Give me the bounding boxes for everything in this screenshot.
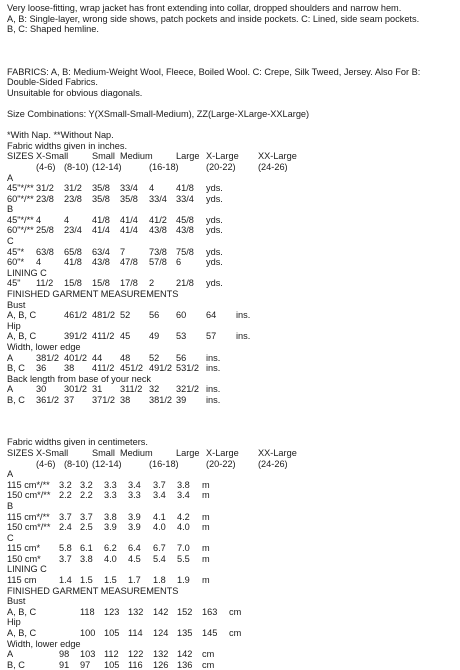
table-cell: m: [202, 553, 210, 564]
table-cell: B, C: [7, 363, 25, 374]
table-cell: 15/8: [92, 278, 110, 289]
table-cell: 56: [149, 310, 160, 321]
table-row: [7, 575, 457, 586]
table-cell: 124: [153, 628, 169, 639]
table-cell: 3.8: [104, 511, 117, 522]
table-cell: A: [7, 172, 14, 183]
table-cell: 47/8: [120, 257, 138, 268]
table-cell: 115 cm: [7, 575, 37, 586]
table-cell: 115 cm*/**: [7, 479, 50, 490]
table-cell: FINISHED GARMENT MEASUREMENTS: [7, 585, 179, 596]
table-cell: 132: [128, 606, 144, 617]
table-row: [7, 512, 457, 523]
table-cell: 60: [176, 310, 187, 321]
table-cell: 5.5: [177, 553, 190, 564]
table-row: [7, 300, 457, 311]
table-cell: m: [202, 543, 210, 554]
table-cell: 41/8: [64, 257, 82, 268]
table-cell: 11/2: [36, 278, 54, 289]
table-row: [7, 490, 457, 501]
table-cell: Bust: [7, 596, 26, 607]
table-cell: FINISHED GARMENT MEASUREMENTS: [7, 289, 179, 300]
table-cell: (24-26): [258, 458, 288, 469]
table-cell: 118: [80, 606, 95, 617]
nap-note: *With Nap. **Without Nap.: [7, 130, 114, 141]
table-row: [7, 215, 457, 226]
table-cell: 45"*/**: [7, 214, 34, 225]
table-cell: 3.2: [80, 479, 93, 490]
table-cell: 115 cm*: [7, 543, 41, 554]
table-cell: Bust: [7, 299, 26, 310]
table-cell: ins.: [206, 384, 221, 395]
table-cell: 2: [149, 278, 155, 289]
fabrics-description: [7, 67, 457, 99]
table-cell: 491/2: [149, 363, 172, 374]
table-row: [7, 331, 457, 342]
table-cell: 4.5: [128, 553, 141, 564]
table-cell: A, B, C: [7, 310, 37, 321]
table-cell: 60"*/**: [7, 225, 34, 236]
table-cell: 52: [120, 310, 131, 321]
table-cell: 311/2: [120, 384, 143, 395]
table-cell: SIZES: [7, 151, 34, 162]
table-cell: 150 cm*/**: [7, 490, 51, 501]
table-cell: 126: [153, 659, 169, 670]
table-cell: 3.9: [128, 522, 141, 533]
table-cell: yds.: [206, 257, 223, 268]
table-cell: 45"*: [7, 246, 25, 257]
table-cell: XX-Large: [258, 447, 297, 458]
table-cell: 105: [104, 659, 120, 670]
table-row: [7, 151, 457, 162]
table-cell: 23/8: [64, 193, 82, 204]
table-row: [7, 342, 457, 353]
table-cell: Large: [176, 447, 200, 458]
table-cell: 41/4: [120, 225, 138, 236]
intro-line: B, C: Shaped hemline.: [7, 24, 99, 35]
table-cell: 41/4: [120, 214, 138, 225]
table-cell: 33/4: [120, 183, 138, 194]
table-row: [7, 469, 457, 480]
table-cell: 1.8: [153, 575, 166, 586]
table-cell: ins.: [236, 331, 251, 342]
table-cell: ins.: [206, 394, 221, 405]
table-cell: Back length from base of your neck: [7, 373, 152, 384]
table-cell: 3.4: [153, 490, 166, 501]
table-cell: 43/8: [176, 225, 194, 236]
table-cell: 63/8: [36, 246, 54, 257]
table-cell: 39: [176, 394, 187, 405]
table-cell: 15/8: [64, 278, 82, 289]
table-cell: (16-18): [149, 161, 179, 172]
table-cell: 4: [64, 214, 70, 225]
table-cell: 41/4: [92, 225, 110, 236]
table-row: [7, 353, 457, 364]
table-row: [7, 448, 457, 459]
table-row: [7, 639, 457, 650]
table-row: [7, 543, 457, 554]
table-cell: 3.3: [128, 490, 141, 501]
table-cell: 451/2: [120, 363, 143, 374]
table-row: [7, 564, 457, 575]
table-cell: B, C: [7, 394, 25, 405]
table-row: [7, 554, 457, 565]
table-cell: yds.: [206, 246, 223, 257]
table-cell: 163: [202, 606, 218, 617]
table-cell: 65/8: [64, 246, 82, 257]
table-cell: 64: [206, 310, 217, 321]
table-cell: 91: [59, 659, 70, 670]
table-cell: 112: [104, 649, 119, 660]
table-cell: 122: [128, 649, 144, 660]
table-cell: 6.2: [104, 543, 117, 554]
table-row: [7, 310, 457, 321]
table-cell: Medium: [120, 151, 153, 162]
table-cell: ins.: [206, 352, 221, 363]
table-row: [7, 173, 457, 184]
table-row: [7, 162, 457, 173]
table-cell: 49: [149, 331, 160, 342]
table-cell: 4.0: [177, 522, 190, 533]
table-cell: 60"*: [7, 257, 25, 268]
table-cell: 150 cm*/**: [7, 522, 51, 533]
table-cell: (8-10): [64, 161, 89, 172]
intro-line: A, B: Single-layer, wrong side shows, patch pockets and inside pockets. C: Lined, side seam pockets.: [7, 13, 420, 24]
inches-yardage-table: [7, 151, 457, 405]
table-cell: (20-22): [206, 161, 236, 172]
table-cell: 35/8: [92, 183, 110, 194]
table-cell: 23/8: [36, 193, 54, 204]
table-cell: 461/2: [64, 310, 87, 321]
table-row: [7, 522, 457, 533]
table-cell: 100: [80, 628, 96, 639]
table-cell: 17/8: [120, 278, 138, 289]
table-row: [7, 225, 457, 236]
fabrics-line: Unsuitable for obvious diagonals.: [7, 87, 143, 98]
table-cell: 35/8: [92, 193, 110, 204]
table-cell: 3.7: [80, 511, 93, 522]
table-cell: 371/2: [92, 394, 115, 405]
table-cell: 1.5: [80, 575, 93, 586]
table-cell: 301/2: [64, 384, 87, 395]
table-cell: 401/2: [64, 352, 87, 363]
table-cell: ins.: [206, 363, 221, 374]
table-cell: 33/4: [149, 193, 167, 204]
table-cell: 33/4: [176, 193, 194, 204]
table-row: [7, 660, 457, 670]
table-cell: 3.9: [128, 511, 141, 522]
table-cell: 152: [177, 606, 193, 617]
table-cell: 21/8: [176, 278, 194, 289]
table-cell: 3.4: [128, 479, 141, 490]
table-row: [7, 628, 457, 639]
table-cell: 123: [104, 606, 120, 617]
table-cell: 56: [176, 352, 187, 363]
table-cell: A: [7, 469, 14, 480]
table-cell: yds.: [206, 278, 223, 289]
table-cell: 36: [36, 363, 47, 374]
table-cell: 1.5: [104, 575, 117, 586]
table-cell: 45: [120, 331, 131, 342]
table-cell: 43/8: [92, 257, 110, 268]
table-cell: m: [202, 511, 210, 522]
table-row: [7, 607, 457, 618]
table-cell: 57: [206, 331, 217, 342]
table-row: [7, 363, 457, 374]
table-cell: 37: [64, 394, 75, 405]
table-cell: 381/2: [36, 352, 59, 363]
table-cell: A, B, C: [7, 331, 37, 342]
table-cell: 38: [120, 394, 131, 405]
table-row: [7, 617, 457, 628]
table-cell: 4.0: [153, 522, 166, 533]
table-cell: 6.4: [128, 543, 141, 554]
table-cell: (8-10): [64, 458, 89, 469]
table-row: [7, 268, 457, 279]
table-cell: 3.4: [177, 490, 190, 501]
table-cell: 63/4: [92, 246, 110, 257]
table-cell: B: [7, 204, 14, 215]
table-cell: m: [202, 479, 210, 490]
table-cell: 132: [153, 649, 169, 660]
table-cell: 48: [120, 352, 131, 363]
table-cell: LINING C: [7, 267, 47, 278]
table-cell: (16-18): [149, 458, 179, 469]
table-cell: 381/2: [149, 394, 172, 405]
table-cell: m: [202, 490, 210, 501]
table-cell: 31/2: [64, 183, 82, 194]
centimeters-heading: Fabric widths given in centimeters.: [7, 437, 148, 448]
table-row: [7, 204, 457, 215]
table-cell: 4: [36, 257, 42, 268]
table-cell: 5.4: [153, 553, 166, 564]
table-cell: 7.0: [177, 543, 190, 554]
table-cell: 41/2: [149, 214, 167, 225]
table-cell: 45"*/**: [7, 183, 34, 194]
table-cell: 142: [153, 606, 169, 617]
intro-line: Very loose-fitting, wrap jacket has front extending into collar, dropped shoulders and narrow hem.: [7, 3, 402, 13]
table-cell: B, C: [7, 659, 25, 670]
table-cell: Hip: [7, 617, 21, 628]
table-cell: 3.3: [104, 479, 117, 490]
table-cell: 114: [128, 628, 143, 639]
table-row: [7, 321, 457, 332]
table-row: [7, 278, 457, 289]
table-cell: yds.: [206, 225, 223, 236]
table-cell: Small: [92, 447, 115, 458]
table-cell: 57/8: [149, 257, 167, 268]
table-cell: m: [202, 575, 210, 586]
table-row: [7, 247, 457, 258]
table-cell: X-Large: [206, 151, 239, 162]
table-cell: 4: [149, 183, 155, 194]
table-cell: Width, lower edge: [7, 638, 81, 649]
table-cell: 23/4: [64, 225, 82, 236]
table-cell: yds.: [206, 193, 223, 204]
table-cell: 1.4: [59, 575, 72, 586]
table-cell: 361/2: [36, 394, 59, 405]
table-cell: 3.3: [104, 490, 117, 501]
table-cell: A: [7, 649, 14, 660]
table-cell: 2.2: [59, 490, 72, 501]
table-cell: (4-6): [36, 161, 56, 172]
table-cell: A: [7, 384, 14, 395]
table-cell: (12-14): [92, 161, 122, 172]
table-cell: 411/2: [92, 331, 115, 342]
table-cell: X-Small: [36, 447, 69, 458]
table-cell: 105: [104, 628, 120, 639]
table-cell: Hip: [7, 320, 21, 331]
table-cell: cm: [202, 659, 215, 670]
table-row: [7, 236, 457, 247]
table-row: [7, 384, 457, 395]
table-cell: LINING C: [7, 564, 47, 575]
table-cell: 73/8: [149, 246, 167, 257]
table-cell: XX-Large: [258, 151, 297, 162]
table-cell: 6: [176, 257, 182, 268]
table-cell: 53: [176, 331, 187, 342]
table-cell: 30: [36, 384, 47, 395]
table-row: [7, 649, 457, 660]
table-cell: 3.7: [153, 479, 166, 490]
table-cell: Medium: [120, 447, 153, 458]
table-cell: 3.7: [59, 511, 72, 522]
table-cell: 4.1: [153, 511, 166, 522]
table-row: [7, 395, 457, 406]
table-cell: 103: [80, 649, 96, 660]
table-cell: Large: [176, 151, 200, 162]
centimeters-yardage-table: [7, 448, 457, 670]
table-cell: 3.9: [104, 522, 117, 533]
table-cell: 136: [177, 659, 193, 670]
table-row: [7, 501, 457, 512]
table-cell: (12-14): [92, 458, 122, 469]
table-cell: 45": [7, 278, 21, 289]
table-cell: (24-26): [258, 161, 288, 172]
table-cell: 115 cm*/**: [7, 511, 50, 522]
table-cell: C: [7, 532, 14, 543]
table-cell: SIZES: [7, 447, 34, 458]
table-cell: 3.2: [59, 479, 72, 490]
table-cell: 2.5: [80, 522, 93, 533]
table-row: [7, 459, 457, 470]
table-cell: 41/8: [176, 183, 194, 194]
table-cell: X-Large: [206, 447, 239, 458]
table-cell: 135: [177, 628, 193, 639]
table-cell: 52: [149, 352, 160, 363]
table-cell: 2.4: [59, 522, 72, 533]
table-cell: A: [7, 352, 14, 363]
table-row: [7, 257, 457, 268]
table-cell: 4: [36, 214, 42, 225]
table-cell: 3.8: [177, 479, 190, 490]
table-cell: 531/2: [176, 363, 199, 374]
table-cell: 31: [92, 384, 103, 395]
fabrics-line: Double-Sided Fabrics.: [7, 77, 98, 88]
table-cell: 145: [202, 628, 218, 639]
table-cell: (20-22): [206, 458, 236, 469]
table-cell: yds.: [206, 183, 223, 194]
table-cell: 391/2: [64, 331, 87, 342]
table-cell: yds.: [206, 214, 223, 225]
table-cell: m: [202, 522, 210, 533]
table-cell: 38: [64, 363, 75, 374]
table-cell: 150 cm*: [7, 553, 41, 564]
table-row: [7, 596, 457, 607]
table-row: [7, 183, 457, 194]
table-cell: cm: [229, 628, 242, 639]
table-cell: 411/2: [92, 363, 115, 374]
table-cell: 35/8: [120, 193, 138, 204]
table-cell: 4.0: [104, 553, 117, 564]
table-row: [7, 374, 457, 385]
size-combinations: Size Combinations: Y(XSmall-Small-Medium), ZZ(Large-XLarge-XXLarge): [7, 108, 310, 119]
inches-heading: Fabric widths given in inches.: [7, 140, 128, 151]
table-cell: 44: [92, 352, 103, 363]
table-cell: 142: [177, 649, 193, 660]
table-cell: 98: [59, 649, 70, 660]
table-cell: 31/2: [36, 183, 54, 194]
table-cell: 321/2: [176, 384, 199, 395]
table-cell: Small: [92, 151, 115, 162]
table-cell: 3.8: [80, 553, 93, 564]
table-row: [7, 480, 457, 491]
table-cell: 1.7: [128, 575, 141, 586]
table-cell: 4.2: [177, 511, 190, 522]
table-cell: 45/8: [176, 214, 194, 225]
table-cell: 7: [120, 246, 126, 257]
table-cell: cm: [229, 606, 242, 617]
table-row: [7, 289, 457, 300]
table-cell: 6.7: [153, 543, 166, 554]
pattern-description-page: [7, 3, 457, 670]
table-cell: 116: [128, 659, 143, 670]
table-cell: 75/8: [176, 246, 194, 257]
table-cell: 481/2: [92, 310, 115, 321]
table-cell: 3.7: [59, 553, 72, 564]
table-cell: cm: [202, 649, 215, 660]
table-cell: 2.2: [80, 490, 93, 501]
table-row: [7, 586, 457, 597]
table-cell: 41/8: [92, 214, 110, 225]
table-cell: 43/8: [149, 225, 167, 236]
fabrics-line: FABRICS: A, B: Medium-Weight Wool, Fleece, Boiled Wool. C: Crepe, Silk Tweed, Jersey. Also For B:: [7, 66, 421, 77]
table-cell: 6.1: [80, 543, 93, 554]
table-cell: 1.9: [177, 575, 190, 586]
table-cell: 5.8: [59, 543, 72, 554]
table-cell: 32: [149, 384, 160, 395]
table-cell: ins.: [236, 310, 251, 321]
table-cell: B: [7, 500, 14, 511]
table-cell: 60"*/**: [7, 193, 34, 204]
table-cell: A, B, C: [7, 606, 37, 617]
intro-description: [7, 3, 457, 35]
table-cell: X-Small: [36, 151, 69, 162]
table-cell: Width, lower edge: [7, 342, 81, 352]
table-cell: 25/8: [36, 225, 54, 236]
table-row: [7, 533, 457, 544]
table-cell: (4-6): [36, 458, 56, 469]
table-cell: 97: [80, 659, 91, 670]
table-cell: A, B, C: [7, 628, 37, 639]
table-cell: C: [7, 236, 14, 247]
table-row: [7, 194, 457, 205]
